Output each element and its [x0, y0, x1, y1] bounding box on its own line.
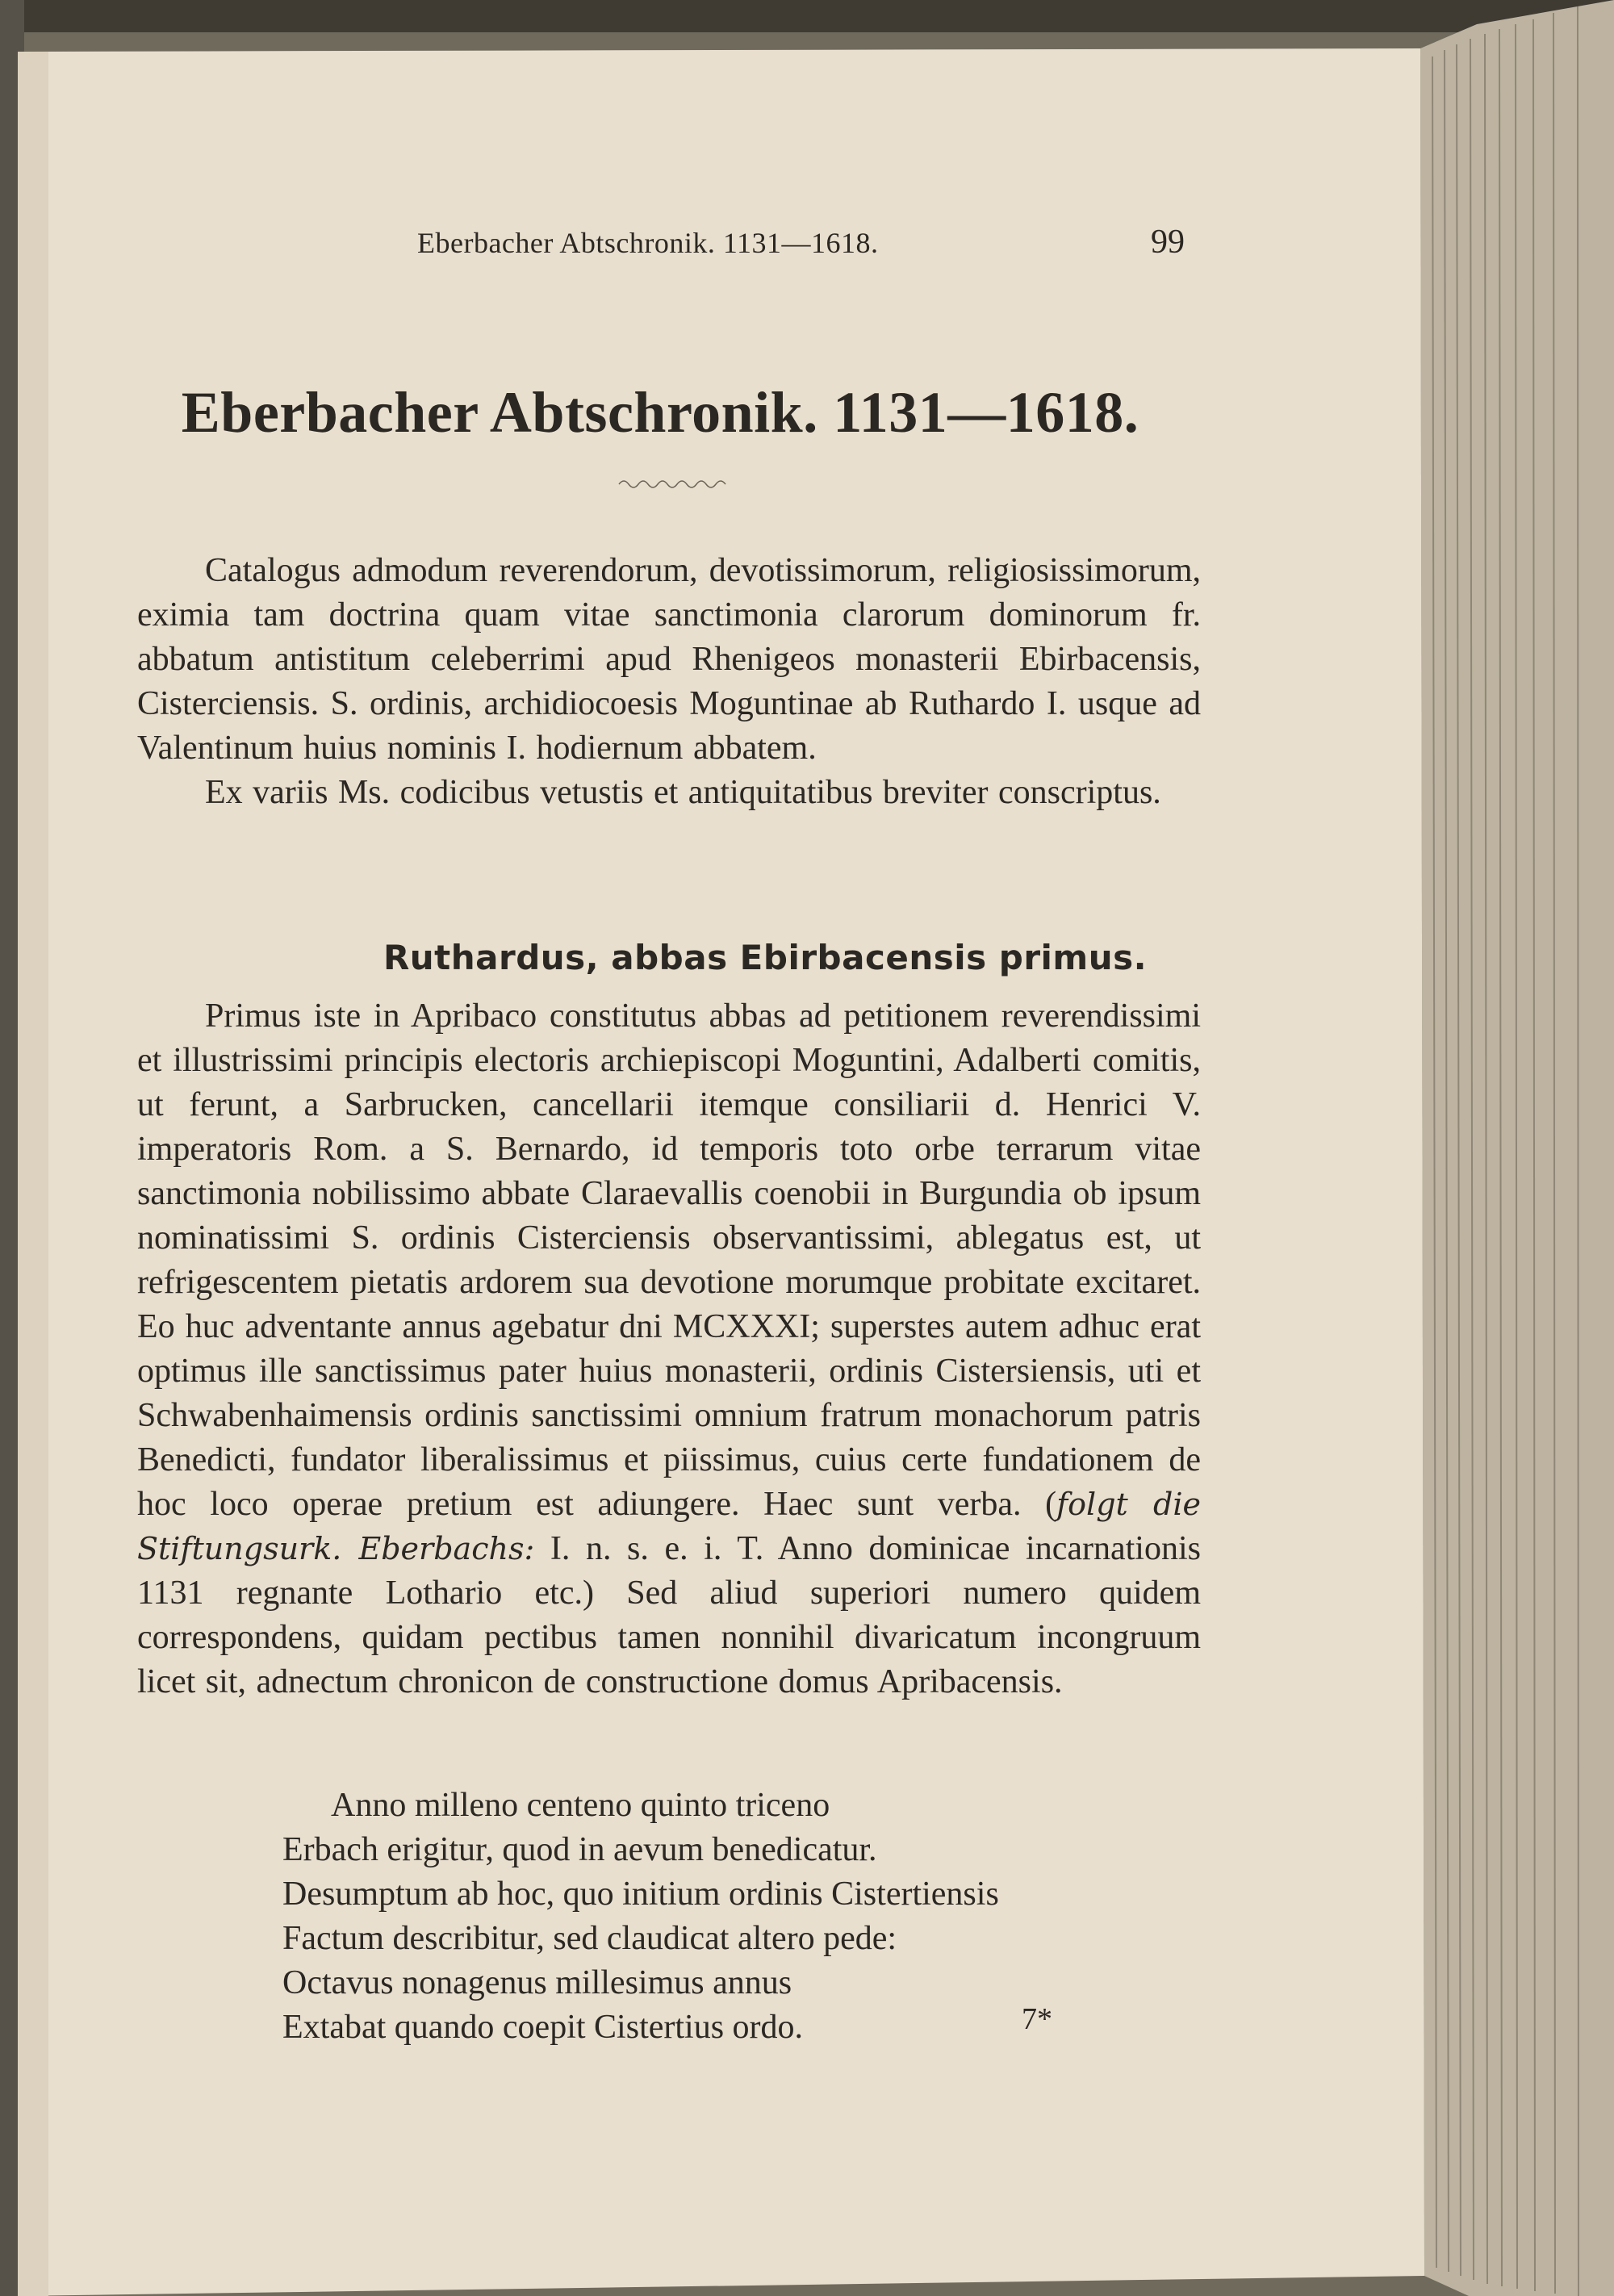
verse-line: Erbach erigitur, quod in aevum benedicatur. [282, 1831, 877, 1868]
verse-line: Desumptum ab hoc, quo initium ordinis Cistertiensis [282, 1876, 999, 1913]
body-paragraph [137, 994, 1201, 1704]
section-heading: Ruthardus, abbas Ebirbacensis primus. [383, 938, 1148, 977]
body-text-part: I. n. s. e. i. T. Anno dominicae incarnationis 1131 regnante Lothario etc.) Sed aliud superiori numero quidem correspondens, quidam pectibus tamen nonnihil divaricatum incongruum licet sit, adnectum chronicon de constructione domus Apribacensis. [137, 1530, 1201, 1700]
intro-paragraph: Ex variis Ms. codicibus vetustis et antiquitatibus breviter conscriptus. [205, 774, 1161, 811]
body-text-part: Primus iste in Apribaco constitutus abbas ad petitionem reverendissimi et illustrissimi principis electoris archiepiscopi Moguntini, Adalberti comitis, ut ferunt, a Sarbrucken, cancellarii itemque consiliarii d. Henrici V. imperatoris Rom. a S. Bernardo, id temporis toto orbe terrarum vitae sanctimonia nobilissimo abbate Claraevallis coenobii in Burgundia ob ipsum nominatissimi S. ordinis Cisterciensis observantissimi, ablegatus est, ut refrigescentem pietatis ardorem sua devotione morumque probitate excitaret. Eo huc adventante annus agebatur dni MCXXXI; superstes autem adhuc erat optimus ille sanctissimus pater huius monasterii, ordinis Cistersiensis, uti et Schwabenhaimensis ordinis sanctissimi omnium fratrum monachorum patris Benedicti, fundator liberalissimus et piissimus, cuius certe fundationem de hoc loco operae pretium est adiungere. Haec sunt verba. ( [137, 997, 1201, 1523]
verse-line: Anno milleno centeno quinto triceno [331, 1787, 830, 1824]
german-note: folgt die Stiftungsurk. Eberbachs: [137, 1487, 1201, 1566]
verse-line: Factum describitur, sed claudicat altero pede: [282, 1920, 897, 1957]
verse-line: Extabat quando coepit Cistertius ordo. [282, 2009, 804, 2046]
running-head-title: Eberbacher Abtschronik. 1131—1618. [417, 227, 879, 259]
intro-text [137, 549, 1201, 815]
intro-paragraph: Catalogus admodum reverendorum, devotissimorum, religiosissimorum, eximia tam doctrina quam vitae sanctimonia clarorum dominorum fr. abbatum antistitum celeberrimi apud Rhenigeos monasterii Ebirbacensis, Cisterciensis. S. ordinis, archidiocoesis Moguntinae ab Ruthardo I. usque ad Valentinum huius nominis I. hodiernum abbatem. [137, 552, 1201, 767]
book-page [18, 48, 1424, 2296]
body-text [137, 994, 1201, 1704]
verse-block [137, 1784, 1106, 2050]
wavy-rule-ornament [615, 472, 728, 496]
verse-line: Octavus nonagenus millesimus annus [282, 1964, 792, 2001]
page-number: 99 [1151, 224, 1185, 261]
chapter-title: Eberbacher Abtschronik. 1131—1618. [181, 380, 1139, 445]
running-head [18, 218, 1424, 266]
signature-mark: 7* [1022, 2002, 1052, 2036]
